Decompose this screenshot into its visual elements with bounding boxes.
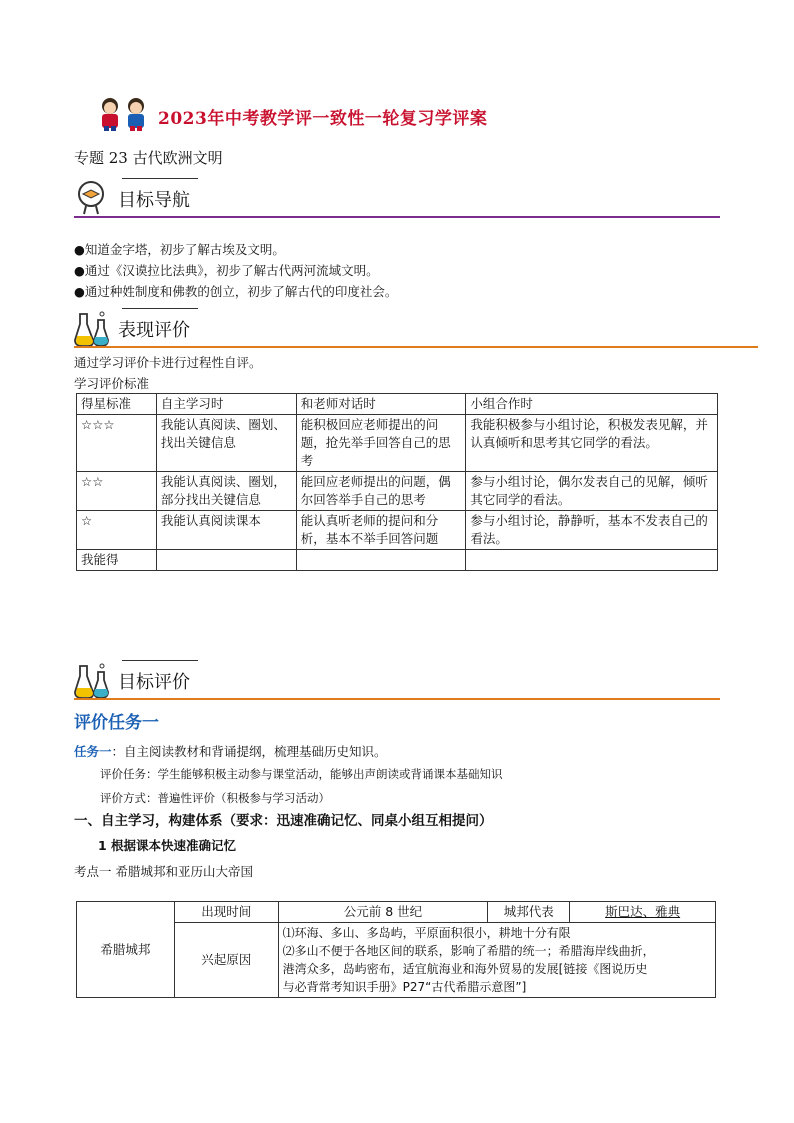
- goal-bullet-2: ●通过《汉谟拉比法典》，初步了解古代两河流域文明。: [74, 263, 379, 278]
- table-row: [77, 472, 718, 511]
- sub-one-heading: 1 根据课本快速准确记忆: [98, 838, 237, 853]
- task-one-line: [74, 742, 387, 760]
- section-performance-header: [74, 308, 758, 348]
- table-cell: 参与小组讨论，偶尔发表自己的见解，倾听其它同学的看法。: [466, 472, 718, 511]
- eval-task-line: 评价任务：学生能够积极主动参与课堂活动，能够出声朗读或背诵课本基础知识: [100, 767, 503, 781]
- section-goals-title: 目标导航: [118, 190, 190, 211]
- task-one-text: ：自主阅读教材和背诵提纲，梳理基础历史知识。: [111, 744, 387, 759]
- table-header-cell: 和老师对话时: [296, 394, 466, 415]
- standard-label: 学习评价标准: [74, 376, 150, 391]
- table-cell: 我能认真阅读课本: [156, 511, 296, 550]
- task-one-key: 任务一: [74, 744, 112, 759]
- table-cell: ☆☆☆: [77, 415, 157, 472]
- goal-bullet-1: ●知道金字塔，初步了解古埃及文明。: [74, 242, 285, 257]
- table-header-cell: 得星标准: [77, 394, 157, 415]
- eval-method-line: 评价方式：普遍性评价（积极参与学习活动）: [100, 791, 330, 805]
- rise-reason-line: 港湾众多，岛屿密布，适宜航海业和海外贸易的发展[链接《图说历史: [282, 962, 648, 976]
- table-cell: ☆: [77, 511, 157, 550]
- table-header-row: [77, 394, 718, 415]
- table-cell: 能积极回应老师提出的问题，抢先举手回答自己的思考: [296, 415, 466, 472]
- table-cell[interactable]: [296, 550, 466, 571]
- table-row: [77, 511, 718, 550]
- table-cell: ☆☆: [77, 472, 157, 511]
- section-performance-title: 表现评价: [118, 320, 190, 341]
- rise-reason-line: ⑴环海、多山、多岛屿，平原面积很小，耕地十分有限: [282, 926, 571, 940]
- goal-bullet-3: ●通过种姓制度和佛教的创立，初步了解古代的印度社会。: [74, 284, 398, 299]
- rise-reasons-cell: [278, 923, 715, 998]
- greek-city-state-table: [76, 901, 716, 998]
- rep-label-cell: 城邦代表: [488, 902, 570, 923]
- section-target-eval-title: 目标评价: [118, 672, 190, 693]
- table-row: [77, 550, 718, 571]
- book-reading-icon: [74, 180, 110, 216]
- page-header-title: 2023年中考教学评一致性一轮复习学评案: [158, 109, 488, 129]
- table-cell: 能回应老师提出的问题，偶尔回答举手自己的思考: [296, 472, 466, 511]
- exam-point-line: 考点一 希腊城邦和亚历山大帝国: [74, 864, 253, 879]
- table-cell[interactable]: [466, 550, 718, 571]
- table-cell: 我能认真阅读、圈划、找出关键信息: [156, 415, 296, 472]
- task-heading: 评价任务一: [74, 713, 159, 733]
- time-value-cell: 公元前 8 世纪: [278, 902, 488, 923]
- rise-reason-line: ⑵多山不便于各地区间的联系，影响了希腊的统一；希腊海岸线曲折，: [282, 944, 655, 958]
- table-cell: 能认真听老师的提问和分析，基本不举手回答问题: [296, 511, 466, 550]
- evaluation-table: [76, 393, 718, 571]
- table-cell: 我能认真阅读、圈划，部分找出关键信息: [156, 472, 296, 511]
- table-row: [77, 902, 716, 923]
- table-row: [77, 415, 718, 472]
- rep-value-cell: 斯巴达、雅典: [570, 902, 716, 923]
- table-header-cell: 小组合作时: [466, 394, 718, 415]
- section-target-eval-header: [74, 660, 720, 700]
- table-cell: 参与小组讨论，静静听，基本不发表自己的看法。: [466, 511, 718, 550]
- performance-intro: 通过学习评价卡进行过程性自评。: [74, 355, 262, 370]
- flask-icon: [74, 310, 110, 346]
- topic-title: 专题 23 古代欧洲文明: [74, 149, 223, 167]
- kids-logo-icon: [90, 96, 158, 132]
- table-header-cell: 自主学习时: [156, 394, 296, 415]
- section-goals-header: [74, 178, 720, 218]
- rise-label-cell: 兴起原因: [174, 923, 278, 998]
- row-label-cell: 希腊城邦: [77, 902, 175, 998]
- flask-icon: [74, 662, 110, 698]
- time-label-cell: 出现时间: [174, 902, 278, 923]
- part-one-heading: 一、自主学习，构建体系（要求：迅速准确记忆、同桌小组互相提问）: [74, 813, 493, 829]
- table-cell: 我能积极参与小组讨论，积极发表见解，并认真倾听和思考其它同学的看法。: [466, 415, 718, 472]
- rise-reason-line: 与必背常考知识手册》P27“古代希腊示意图”]: [282, 980, 527, 994]
- table-cell[interactable]: [156, 550, 296, 571]
- table-cell: 我能得: [77, 550, 157, 571]
